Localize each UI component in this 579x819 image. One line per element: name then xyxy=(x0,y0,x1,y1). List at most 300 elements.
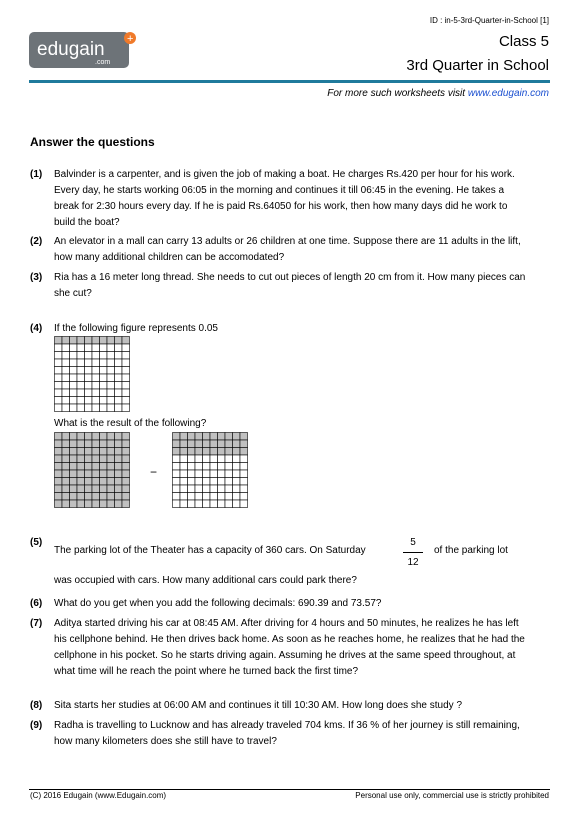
question-text: The parking lot of the Theater has a capacity of 360 cars. On Saturday xyxy=(54,545,366,556)
question-4-sub xyxy=(30,416,530,432)
grid-cell xyxy=(225,493,233,501)
grid-cell-shaded xyxy=(115,478,123,486)
grid-cell-shaded xyxy=(77,470,85,478)
grid-cell xyxy=(122,344,130,352)
grid-cell-shaded xyxy=(225,433,233,441)
grid-cell xyxy=(55,389,63,397)
grid-cell xyxy=(225,500,233,508)
grid-cell-shaded xyxy=(210,448,218,456)
grid-cell xyxy=(225,478,233,486)
question-text-after-fraction: of the parking lot xyxy=(434,545,508,556)
grid-cell-shaded xyxy=(77,463,85,471)
grid-cell-shaded xyxy=(173,448,181,456)
grid-cell xyxy=(85,397,93,405)
question-2 xyxy=(30,234,530,266)
grid-cell xyxy=(62,352,70,360)
grid-cell-shaded xyxy=(107,448,115,456)
grid-cell xyxy=(203,493,211,501)
grid-cell-shaded xyxy=(100,448,108,456)
minus-sign: − xyxy=(150,465,158,479)
grid-cell xyxy=(173,478,181,486)
grid-cell xyxy=(195,478,203,486)
grid-cell xyxy=(100,374,108,382)
grid-cell xyxy=(210,455,218,463)
grid-cell xyxy=(180,493,188,501)
question-number: (8) xyxy=(30,700,43,711)
grid-cell xyxy=(115,397,123,405)
grid-cell-shaded xyxy=(70,455,78,463)
grid-cell-shaded xyxy=(115,500,123,508)
grid-cell-shaded xyxy=(70,500,78,508)
question-4 xyxy=(30,321,530,337)
grid-cell-shaded xyxy=(70,478,78,486)
class-label: Class 5 xyxy=(498,33,549,50)
grid-cell-shaded xyxy=(92,478,100,486)
grid-cell xyxy=(188,478,196,486)
grid-cell xyxy=(92,352,100,360)
grid-cell xyxy=(70,374,78,382)
grid-cell xyxy=(85,352,93,360)
grid-cell-shaded xyxy=(85,463,93,471)
grid-cell xyxy=(62,404,70,412)
grid-cell xyxy=(85,389,93,397)
grid-cell xyxy=(92,404,100,412)
grid-cell xyxy=(100,359,108,367)
grid-cell xyxy=(240,463,248,471)
grid-cell xyxy=(100,382,108,390)
footer-divider xyxy=(29,789,550,790)
grid-cell-shaded xyxy=(188,440,196,448)
grid-cell xyxy=(55,344,63,352)
grid-cell-shaded xyxy=(92,485,100,493)
grid-cell-shaded xyxy=(195,433,203,441)
grid-cell-shaded xyxy=(77,337,85,345)
grid-cell xyxy=(233,478,241,486)
grid-cell-shaded xyxy=(233,440,241,448)
grid-cell-shaded xyxy=(70,493,78,501)
grid-cell xyxy=(115,404,123,412)
grid-cell-shaded xyxy=(62,448,70,456)
grid-cell-shaded xyxy=(233,448,241,456)
grid-cell-shaded xyxy=(62,337,70,345)
worksheet-title: 3rd Quarter in School xyxy=(406,57,549,74)
grid-cell-shaded xyxy=(188,433,196,441)
question-number: (2) xyxy=(30,236,43,247)
grid-cell xyxy=(77,374,85,382)
grid-cell xyxy=(233,485,241,493)
grid-cell xyxy=(240,485,248,493)
grid-cell-shaded xyxy=(77,500,85,508)
grid-cell xyxy=(115,382,123,390)
grid-cell-shaded xyxy=(92,448,100,456)
grid-cell xyxy=(233,493,241,501)
grid-cell-shaded xyxy=(62,455,70,463)
grid-cell-shaded xyxy=(85,455,93,463)
grid-cell xyxy=(173,470,181,478)
question-text: Aditya started driving his car at 08:45 AM. After driving for 4 hours and 50 minutes, he realizes he has left his cellphone behind. He then drives back home. As soon as he reaches home, he realizes that he had the cellphone in his pocket. So he starts driving again. Assuming he drives at the same speed throughout, at what time will he reach the point where he turned back the first time? xyxy=(54,618,525,677)
grid-cell-shaded xyxy=(107,433,115,441)
grid-cell xyxy=(70,404,78,412)
question-text: What is the result of the following? xyxy=(54,418,207,429)
grid-cell-shaded xyxy=(55,463,63,471)
grid-cell-shaded xyxy=(92,470,100,478)
question-text: If the following figure represents 0.05 xyxy=(54,323,218,334)
grid-cell xyxy=(77,389,85,397)
grid-cell xyxy=(85,359,93,367)
grid-cell xyxy=(210,463,218,471)
grid-cell xyxy=(85,344,93,352)
grid-cell-shaded xyxy=(77,455,85,463)
grid-cell xyxy=(122,389,130,397)
grid-cell-shaded xyxy=(100,470,108,478)
grid-cell xyxy=(107,389,115,397)
grid-cell xyxy=(195,493,203,501)
grid-cell xyxy=(85,404,93,412)
grid-cell xyxy=(225,455,233,463)
grid-cell-shaded xyxy=(122,440,130,448)
grid-cell xyxy=(225,485,233,493)
grid-cell-shaded xyxy=(70,433,78,441)
grid-cell xyxy=(55,367,63,375)
grid-cell xyxy=(100,367,108,375)
grid-cell-shaded xyxy=(77,440,85,448)
grid-cell-shaded xyxy=(115,485,123,493)
grid-cell xyxy=(203,463,211,471)
grid-cell-shaded xyxy=(180,448,188,456)
visit-prefix: For more such worksheets visit xyxy=(327,88,468,99)
grid-cell-shaded xyxy=(85,470,93,478)
grid-cell xyxy=(203,478,211,486)
grid-cell xyxy=(240,478,248,486)
header-divider xyxy=(29,80,550,83)
question-3 xyxy=(30,270,530,302)
grid-cell xyxy=(240,493,248,501)
grid-cell-shaded xyxy=(180,440,188,448)
grid-cell xyxy=(115,367,123,375)
grid-cell-shaded xyxy=(122,485,130,493)
grid-cell xyxy=(62,367,70,375)
grid-cell xyxy=(70,397,78,405)
grid-cell-shaded xyxy=(55,448,63,456)
grid-cell-shaded xyxy=(218,448,226,456)
grid-cell-shaded xyxy=(62,493,70,501)
grid-cell xyxy=(188,470,196,478)
grid-cell xyxy=(218,463,226,471)
grid-cell-shaded xyxy=(107,478,115,486)
grid-cell xyxy=(55,397,63,405)
grid-cell-shaded xyxy=(77,433,85,441)
grid-cell xyxy=(240,455,248,463)
grid-cell xyxy=(195,500,203,508)
grid-cell-shaded xyxy=(85,337,93,345)
grid-cell xyxy=(180,470,188,478)
grid-cell xyxy=(203,455,211,463)
grid-cell-shaded xyxy=(55,455,63,463)
question-text: Ria has a 16 meter long thread. She needs to cut out pieces of length 20 cm from it. How many pieces can she cut? xyxy=(54,272,526,299)
question-text: What do you get when you add the following decimals: 690.39 and 73.57? xyxy=(54,598,382,609)
fraction xyxy=(397,537,429,568)
question-number: (9) xyxy=(30,720,43,731)
grid-cell-shaded xyxy=(107,337,115,345)
visit-line xyxy=(327,88,549,99)
grid-cell xyxy=(233,470,241,478)
grid-cell xyxy=(55,382,63,390)
grid-cell-shaded xyxy=(55,433,63,441)
grid-cell xyxy=(188,455,196,463)
grid-cell xyxy=(115,389,123,397)
grid-cell-shaded xyxy=(55,337,63,345)
grid-cell xyxy=(210,470,218,478)
question-number: (4) xyxy=(30,323,43,334)
grid-cell xyxy=(218,470,226,478)
grid-cell-shaded xyxy=(240,448,248,456)
grid-cell-shaded xyxy=(62,500,70,508)
grid-cell xyxy=(203,500,211,508)
grid-cell-shaded xyxy=(100,478,108,486)
footer-copyright: (C) 2016 Edugain (www.Edugain.com) xyxy=(30,791,167,800)
grid-cell-shaded xyxy=(115,493,123,501)
grid-cell xyxy=(188,493,196,501)
grid-cell xyxy=(62,344,70,352)
grid-cell-shaded xyxy=(203,440,211,448)
grid-cell-shaded xyxy=(85,433,93,441)
edugain-link[interactable]: www.edugain.com xyxy=(467,88,549,99)
grid-cell-shaded xyxy=(55,440,63,448)
section-title: Answer the questions xyxy=(30,135,155,149)
grid-cell-shaded xyxy=(107,500,115,508)
grid-cell-shaded xyxy=(122,470,130,478)
grid-cell xyxy=(92,344,100,352)
grid-cell-shaded xyxy=(225,440,233,448)
grid-cell xyxy=(70,367,78,375)
grid-cell xyxy=(77,344,85,352)
grid-cell xyxy=(180,463,188,471)
question-text: An elevator in a mall can carry 13 adults or 26 children at one time. Suppose there are 11 adults in the lift, how many additional children can be accomodated? xyxy=(54,236,521,263)
grid-cell-shaded xyxy=(62,470,70,478)
grid-cell xyxy=(92,374,100,382)
grid-cell xyxy=(218,478,226,486)
grid-cell-shaded xyxy=(115,448,123,456)
grid-cell xyxy=(62,382,70,390)
question-number: (3) xyxy=(30,272,43,283)
grid-cell xyxy=(62,389,70,397)
grid-cell-shaded xyxy=(62,485,70,493)
grid-cell-shaded xyxy=(92,440,100,448)
question-number: (5) xyxy=(30,537,43,548)
hundred-grid-given xyxy=(54,336,130,412)
grid-cell xyxy=(77,367,85,375)
grid-cell xyxy=(107,397,115,405)
grid-cell-shaded xyxy=(62,440,70,448)
hundred-grid-right xyxy=(172,432,248,508)
grid-cell xyxy=(77,359,85,367)
grid-cell-shaded xyxy=(173,440,181,448)
grid-cell xyxy=(218,455,226,463)
grid-cell xyxy=(195,463,203,471)
grid-cell xyxy=(85,382,93,390)
grid-cell xyxy=(100,397,108,405)
grid-cell xyxy=(107,352,115,360)
grid-cell xyxy=(210,500,218,508)
grid-cell-shaded xyxy=(55,485,63,493)
grid-cell-shaded xyxy=(100,485,108,493)
grid-cell xyxy=(55,404,63,412)
fraction-bar xyxy=(403,552,423,553)
grid-cell-shaded xyxy=(92,337,100,345)
grid-cell xyxy=(180,500,188,508)
grid-cell-shaded xyxy=(70,463,78,471)
fraction-numerator: 5 xyxy=(410,537,416,548)
grid-cell-shaded xyxy=(107,440,115,448)
grid-cell-shaded xyxy=(107,470,115,478)
svg-text:+: + xyxy=(127,33,134,45)
grid-cell-shaded xyxy=(77,478,85,486)
grid-cell xyxy=(85,374,93,382)
grid-cell xyxy=(210,493,218,501)
grid-cell xyxy=(92,382,100,390)
grid-cell xyxy=(203,485,211,493)
grid-cell-shaded xyxy=(92,455,100,463)
grid-cell-shaded xyxy=(62,433,70,441)
question-7 xyxy=(30,616,530,696)
grid-cell xyxy=(188,500,196,508)
grid-cell xyxy=(70,359,78,367)
grid-cell-shaded xyxy=(225,448,233,456)
grid-cell xyxy=(92,367,100,375)
grid-cell-shaded xyxy=(92,463,100,471)
question-6 xyxy=(30,596,530,612)
grid-cell-shaded xyxy=(100,463,108,471)
grid-cell-shaded xyxy=(85,448,93,456)
grid-cell xyxy=(188,463,196,471)
grid-cell-shaded xyxy=(92,493,100,501)
grid-cell xyxy=(225,470,233,478)
grid-cell xyxy=(122,359,130,367)
grid-cell-shaded xyxy=(62,478,70,486)
grid-cell xyxy=(218,493,226,501)
grid-cell xyxy=(62,374,70,382)
question-number: (7) xyxy=(30,618,43,629)
grid-cell-shaded xyxy=(115,470,123,478)
grid-cell xyxy=(122,374,130,382)
grid-cell-shaded xyxy=(70,337,78,345)
grid-cell-shaded xyxy=(218,440,226,448)
grid-cell xyxy=(70,344,78,352)
grid-cell xyxy=(107,359,115,367)
grid-cell-shaded xyxy=(85,440,93,448)
grid-cell xyxy=(55,359,63,367)
grid-cell-shaded xyxy=(85,500,93,508)
grid-cell xyxy=(225,463,233,471)
grid-cell xyxy=(115,374,123,382)
grid-cell xyxy=(77,404,85,412)
grid-cell xyxy=(107,374,115,382)
grid-cell-shaded xyxy=(100,433,108,441)
grid-cell xyxy=(195,470,203,478)
question-8 xyxy=(30,698,530,714)
grid-cell xyxy=(107,382,115,390)
grid-cell xyxy=(122,397,130,405)
grid-cell-shaded xyxy=(240,433,248,441)
grid-cell xyxy=(100,389,108,397)
grid-cell-shaded xyxy=(203,448,211,456)
grid-cell-shaded xyxy=(85,485,93,493)
grid-cell xyxy=(92,359,100,367)
question-9 xyxy=(30,718,530,750)
grid-cell-shaded xyxy=(122,463,130,471)
grid-cell xyxy=(180,485,188,493)
grid-cell-shaded xyxy=(218,433,226,441)
grid-cell xyxy=(173,485,181,493)
grid-cell xyxy=(218,485,226,493)
grid-cell xyxy=(77,352,85,360)
grid-cell-shaded xyxy=(70,485,78,493)
grid-cell xyxy=(195,485,203,493)
grid-cell-shaded xyxy=(233,433,241,441)
grid-cell-shaded xyxy=(115,440,123,448)
grid-cell xyxy=(55,352,63,360)
grid-cell-shaded xyxy=(203,433,211,441)
svg-text:edugain: edugain xyxy=(37,39,105,60)
grid-cell-shaded xyxy=(55,493,63,501)
question-text: Balvinder is a carpenter, and is given the job of making a boat. He charges Rs.420 per hour for his work. Every day, he starts working 06:05 in the morning and continues it till 06:45 in the evening. He takes a break for 2:30 hours every day. If he is paid Rs.64050 for his work, then how many days did he work to build the boat? xyxy=(54,169,515,228)
hundred-grid-left xyxy=(54,432,130,508)
grid-cell-shaded xyxy=(77,485,85,493)
grid-cell xyxy=(233,455,241,463)
grid-cell-shaded xyxy=(115,455,123,463)
grid-cell xyxy=(173,455,181,463)
grid-cell-shaded xyxy=(100,455,108,463)
grid-cell-shaded xyxy=(210,433,218,441)
grid-cell-shaded xyxy=(122,337,130,345)
grid-cell-shaded xyxy=(77,493,85,501)
grid-cell-shaded xyxy=(70,448,78,456)
grid-cell xyxy=(195,455,203,463)
grid-cell xyxy=(173,463,181,471)
grid-cell xyxy=(100,352,108,360)
grid-cell xyxy=(92,389,100,397)
svg-text:.com: .com xyxy=(95,59,111,66)
grid-cell-shaded xyxy=(115,433,123,441)
grid-cell-shaded xyxy=(210,440,218,448)
grid-cell xyxy=(173,500,181,508)
grid-cell-shaded xyxy=(122,493,130,501)
grid-cell xyxy=(85,367,93,375)
grid-cell-shaded xyxy=(122,433,130,441)
grid-cell-shaded xyxy=(240,440,248,448)
grid-cell xyxy=(115,344,123,352)
grid-cell xyxy=(203,470,211,478)
fraction-denominator: 12 xyxy=(407,557,419,568)
grid-cell-shaded xyxy=(100,337,108,345)
grid-cell xyxy=(122,352,130,360)
grid-cell xyxy=(122,404,130,412)
grid-cell-shaded xyxy=(195,448,203,456)
grid-cell-shaded xyxy=(122,500,130,508)
grid-cell xyxy=(62,359,70,367)
grid-cell xyxy=(100,344,108,352)
grid-cell xyxy=(240,500,248,508)
grid-cell xyxy=(55,374,63,382)
grid-cell xyxy=(70,389,78,397)
grid-cell-shaded xyxy=(115,463,123,471)
grid-cell xyxy=(107,404,115,412)
question-text-line2: was occupied with cars. How many additional cars could park there? xyxy=(54,575,357,586)
grid-cell-shaded xyxy=(115,337,123,345)
grid-cell xyxy=(122,367,130,375)
grid-cell xyxy=(233,463,241,471)
grid-cell-shaded xyxy=(55,478,63,486)
